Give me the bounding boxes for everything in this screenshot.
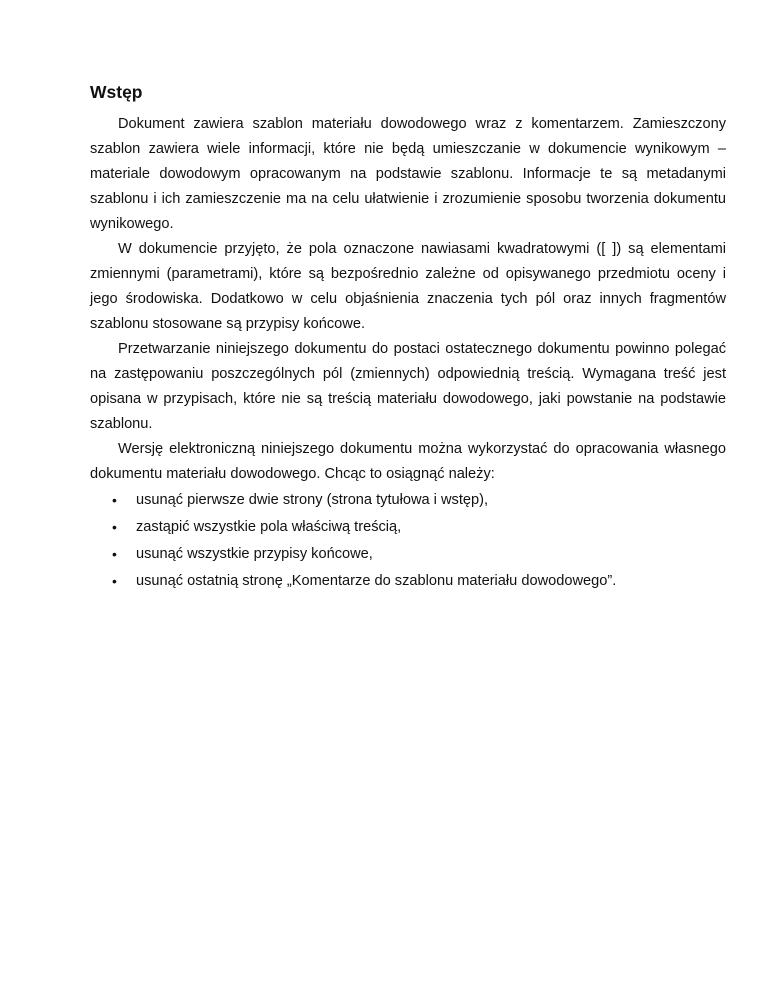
paragraph-intro: Dokument zawiera szablon materiału dowodowego wraz z komentarzem. Zamieszczony szablon zawiera wiele informacji, które nie będą umieszczanie w dokumencie wynikowym – materiale dowodowym opracowanym na podstawie szablonu. Informacje te są metadanymi szablonu i ich zamieszczenie ma na celu ułatwienie i zrozumienie sposobu tworzenia dokumentu wynikowego. xyxy=(90,116,726,232)
instructions-list xyxy=(90,487,726,595)
list-item xyxy=(90,541,726,568)
list-item xyxy=(90,514,726,541)
bullet-icon: • xyxy=(112,546,117,562)
list-item-text: usunąć wszystkie przypisy końcowe, xyxy=(136,546,373,562)
bullet-icon: • xyxy=(112,492,117,508)
paragraph-processing: Przetwarzanie niniejszego dokumentu do postaci ostatecznego dokumentu powinno polegać na zastępowaniu poszczególnych pól (zmiennych) odpowiednią treścią. Wymagana treść jest opisana w przypisach, które nie są treścią materiału dowodowego, jaki powstanie na podstawie szablonu. xyxy=(90,341,726,432)
list-item-text: usunąć ostatnią stronę „Komentarze do szablonu materiału dowodowego”. xyxy=(136,573,617,589)
paragraph-electronic-version: Wersję elektroniczną niniejszego dokumentu można wykorzystać do opracowania własnego dokumentu materiału dowodowego. Chcąc to osiągnąć należy: xyxy=(90,441,726,482)
bullet-icon: • xyxy=(112,573,117,589)
list-item xyxy=(90,568,726,595)
section-heading: Wstęp xyxy=(90,82,143,102)
list-item-text: usunąć pierwsze dwie strony (strona tytułowa i wstęp), xyxy=(136,492,489,508)
document-page xyxy=(90,80,726,595)
paragraph-fields: W dokumencie przyjęto, że pola oznaczone nawiasami kwadratowymi ([ ]) są elementami zmiennymi (parametrami), które są bezpośrednio zależne od opisywanego przedmiotu oceny i jego środowiska. Dodatkowo w celu objaśnienia znaczenia tych pól oraz innych fragmentów szablonu stosowane są przypisy końcowe. xyxy=(90,241,726,332)
bullet-icon: • xyxy=(112,519,117,535)
list-item xyxy=(90,487,726,514)
list-item-text: zastąpić wszystkie pola właściwą treścią, xyxy=(136,519,402,535)
